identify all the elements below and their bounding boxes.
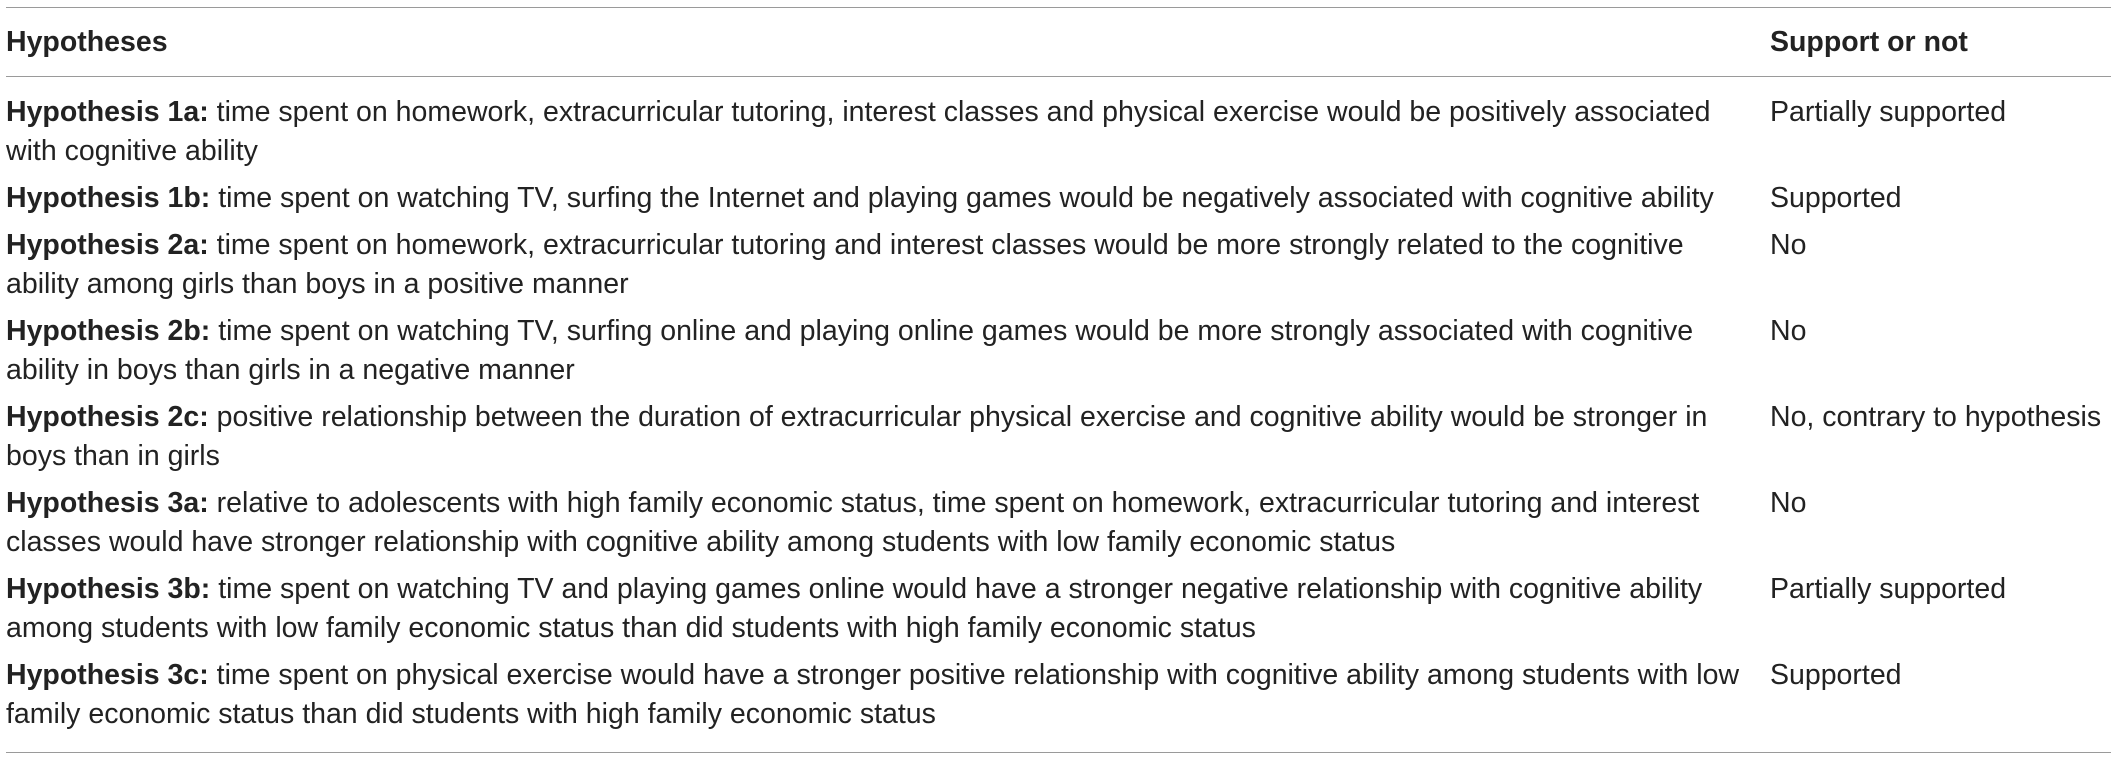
- hypothesis-text: relative to adolescents with high family economic status, time spent on homework, extracurricular tutoring and interest classes would have stronger relationship with cognitive ability among students with low family economic status: [6, 487, 1700, 558]
- hypothesis-cell: [6, 175, 1762, 222]
- hypothesis-cell: [6, 308, 1762, 394]
- support-cell: Supported: [1770, 182, 1902, 214]
- table-row: [6, 308, 2111, 394]
- hypothesis-text: time spent on watching TV, surfing the Internet and playing games would be negatively associated with cognitive ability: [210, 182, 1714, 214]
- hypothesis-cell: [6, 480, 1762, 566]
- support-cell: Partially supported: [1770, 573, 2007, 605]
- hypothesis-text: time spent on watching TV and playing games online would have a stronger negative relationship with cognitive ability among students with low family economic status than did students with high family economic status: [6, 573, 1703, 644]
- table-row: [6, 652, 2111, 753]
- support-cell: No: [1770, 315, 1807, 347]
- support-cell: Supported: [1770, 659, 1902, 691]
- hypotheses-table: [6, 7, 2111, 753]
- table-row: [6, 394, 2111, 480]
- support-cell: No, contrary to hypothesis: [1770, 401, 2102, 433]
- table-row: [6, 175, 2111, 222]
- hypothesis-label: Hypothesis 3c:: [6, 659, 209, 691]
- hypotheses-table-container: [6, 7, 2111, 753]
- hypothesis-label: Hypothesis 3b:: [6, 573, 211, 605]
- table-header: [6, 8, 2111, 77]
- hypothesis-label: Hypothesis 2a:: [6, 229, 209, 261]
- hypothesis-label: Hypothesis 1b:: [6, 182, 211, 214]
- hypothesis-label: Hypothesis 1a:: [6, 96, 209, 128]
- hypothesis-cell: [6, 566, 1762, 652]
- hypothesis-label: Hypothesis 3a:: [6, 487, 209, 519]
- hypothesis-text: time spent on homework, extracurricular tutoring, interest classes and physical exercise would be positively associated with cognitive ability: [6, 96, 1711, 167]
- header-support: Support or not: [1770, 25, 1968, 58]
- table-row: [6, 566, 2111, 652]
- hypothesis-cell: [6, 394, 1762, 480]
- table-row: [6, 222, 2111, 308]
- hypothesis-cell: [6, 222, 1762, 308]
- header-hypotheses: Hypotheses: [6, 25, 168, 58]
- hypothesis-text: positive relationship between the duration of extracurricular physical exercise and cognitive ability would be stronger in boys than in girls: [6, 401, 1708, 472]
- support-cell: No: [1770, 229, 1807, 261]
- hypothesis-cell: [6, 652, 1762, 753]
- hypothesis-text: time spent on homework, extracurricular tutoring and interest classes would be more strongly related to the cognitive ability among girls than boys in a positive manner: [6, 229, 1684, 300]
- table-row: [6, 77, 2111, 176]
- table-body: [6, 77, 2111, 753]
- table-row: [6, 480, 2111, 566]
- hypothesis-text: time spent on physical exercise would have a stronger positive relationship with cognitive ability among students with low family economic status than did students with high family economic status: [6, 659, 1740, 730]
- support-cell: No: [1770, 487, 1807, 519]
- hypothesis-text: time spent on watching TV, surfing online and playing online games would be more strongly associated with cognitive ability in boys than girls in a negative manner: [6, 315, 1694, 386]
- hypothesis-cell: [6, 77, 1762, 176]
- hypothesis-label: Hypothesis 2c:: [6, 401, 209, 433]
- header-row: [6, 8, 2111, 77]
- support-cell: Partially supported: [1770, 96, 2007, 128]
- hypothesis-label: Hypothesis 2b:: [6, 315, 211, 347]
